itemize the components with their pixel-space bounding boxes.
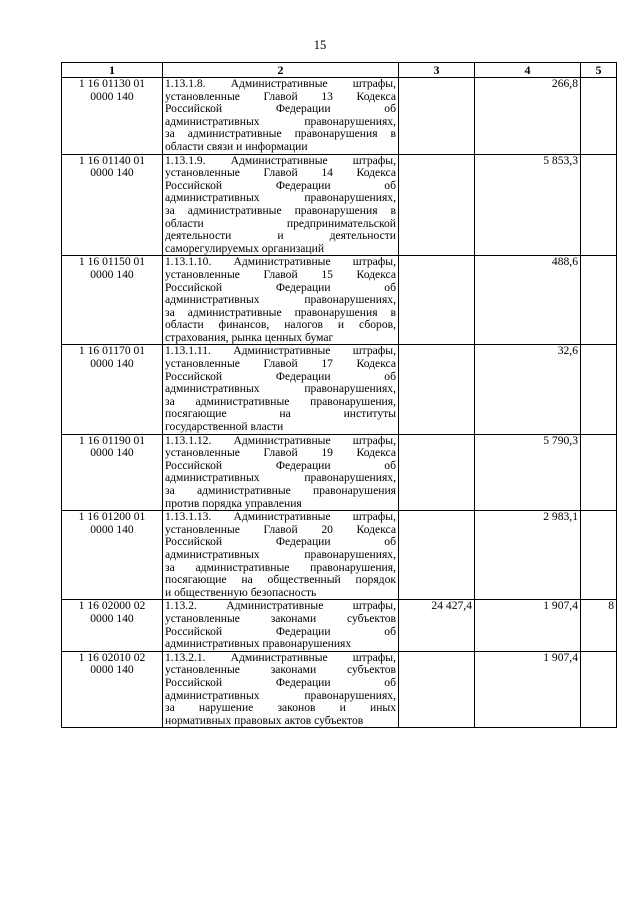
description-line: 1.13.1.9. Административные штрафы, (165, 153, 396, 167)
budget-code-line: 1 16 02000 02 (78, 599, 146, 613)
amount-cell-col3 (399, 651, 475, 728)
budget-code-cell (62, 78, 163, 155)
description-line: установленные Главой 15 Кодекса (165, 267, 396, 281)
table-header-row (62, 63, 617, 78)
description-line: Российской Федерации об (165, 369, 396, 383)
amount-cell-col4: 32,6 (475, 345, 581, 434)
table-row (62, 511, 617, 600)
description-line: административных правонарушениях, (165, 382, 396, 396)
description-line: Российской Федерации об (165, 178, 396, 192)
description-line: за административные правонарушения, (165, 560, 396, 574)
amount-cell-col4: 488,6 (475, 256, 581, 345)
budget-code-line: 0000 140 (90, 522, 134, 536)
column-header-4: 4 (475, 63, 581, 78)
column-header-2: 2 (163, 63, 399, 78)
description-line: против порядка управления (165, 496, 302, 510)
budget-code-line: 0000 140 (90, 267, 134, 281)
amount-cell-col5 (581, 256, 617, 345)
description-line: Российской Федерации об (165, 102, 396, 116)
description-line: 1.13.1.11. Административные штрафы, (165, 344, 396, 358)
budget-code-line: 1 16 01130 01 (78, 77, 146, 90)
amount-cell-col4: 5 853,3 (475, 154, 581, 256)
budget-code-line: 0000 140 (90, 446, 134, 460)
description-line: за нарушение законов и иных (165, 701, 396, 715)
description-line: 1.13.1.12. Административные штрафы, (165, 433, 396, 447)
description-cell (163, 600, 399, 651)
budget-code-cell (62, 154, 163, 256)
description-line: посягающие на институты (165, 407, 396, 421)
description-line: административных правонарушениях, (165, 688, 396, 702)
description-line: страхования, рынка ценных бумаг (165, 330, 334, 344)
budget-code-line: 1 16 01190 01 (78, 433, 146, 447)
description-line: 1.13.2.1. Административные штрафы, (165, 650, 396, 664)
description-line: установленные Главой 14 Кодекса (165, 166, 396, 180)
description-line: административных правонарушениях, (165, 191, 396, 205)
table-row (62, 256, 617, 345)
amount-cell-col3 (399, 78, 475, 155)
amount-cell-col5 (581, 651, 617, 728)
column-header-5: 5 (581, 63, 617, 78)
description-cell (163, 434, 399, 511)
description-line: за административные правонарушения в (165, 127, 396, 141)
amount-cell-col4: 2 983,1 (475, 511, 581, 600)
table-row (62, 345, 617, 434)
description-line: области финансов, налогов и сборов, (165, 318, 396, 332)
description-line: за административные правонарушения в (165, 203, 396, 217)
description-line: установленные Главой 17 Кодекса (165, 357, 396, 371)
description-line: Российской Федерации об (165, 280, 396, 294)
budget-code-cell (62, 511, 163, 600)
description-line: установленные Главой 13 Кодекса (165, 89, 396, 103)
description-line: 1.13.1.10. Административные штрафы, (165, 255, 396, 269)
budget-code-cell (62, 600, 163, 651)
amount-cell-col5 (581, 345, 617, 434)
column-header-3: 3 (399, 63, 475, 78)
description-line: за административные правонарушения (165, 484, 396, 497)
amount-cell-col4: 1 907,4 (475, 600, 581, 651)
description-line: административных правонарушениях, (165, 471, 396, 485)
description-line: посягающие на общественный порядок (165, 573, 396, 587)
amount-cell-col4: 5 790,3 (475, 434, 581, 511)
table-row (62, 651, 617, 728)
description-line: установленные Главой 20 Кодекса (165, 522, 396, 536)
amount-cell-col4: 1 907,4 (475, 651, 581, 728)
table-row (62, 78, 617, 155)
amount-cell-col3 (399, 434, 475, 511)
description-line: установленные законами субъектов (165, 663, 396, 677)
table-body (62, 78, 617, 728)
budget-code-line: 1 16 01170 01 (78, 344, 146, 358)
amount-cell-col5: 8 (581, 600, 617, 651)
description-cell (163, 511, 399, 600)
description-line: 1.13.2. Административные штрафы, (165, 599, 396, 613)
description-line: административных правонарушениях (165, 637, 352, 651)
description-line: административных правонарушениях, (165, 547, 396, 561)
budget-code-line: 0000 140 (90, 357, 134, 371)
description-line: области предпринимательской (165, 216, 396, 230)
description-line: за административные правонарушения, (165, 394, 396, 408)
amount-cell-col5 (581, 511, 617, 600)
table-row (62, 434, 617, 511)
description-line: Российской Федерации об (165, 675, 396, 689)
budget-code-cell (62, 256, 163, 345)
budget-code-line: 1 16 01200 01 (78, 510, 146, 524)
description-line: Российской Федерации об (165, 458, 396, 472)
description-line: области связи и информации (165, 139, 308, 153)
amount-cell-col4: 266,8 (475, 78, 581, 155)
description-line: Российской Федерации об (165, 535, 396, 549)
description-line: государственной власти (165, 420, 284, 434)
description-line: 1.13.1.13. Административные штрафы, (165, 510, 396, 524)
description-line: административных правонарушениях, (165, 293, 396, 307)
amount-cell-col5 (581, 434, 617, 511)
amount-cell-col3 (399, 511, 475, 600)
amount-cell-col3 (399, 154, 475, 256)
budget-code-line: 1 16 01140 01 (78, 153, 146, 167)
amount-cell-col3 (399, 345, 475, 434)
budget-code-line: 0000 140 (90, 166, 134, 180)
description-cell (163, 256, 399, 345)
budget-code-cell (62, 651, 163, 728)
description-line: деятельности и деятельности (165, 229, 396, 243)
budget-code-line: 0000 140 (90, 89, 134, 103)
budget-code-cell (62, 434, 163, 511)
budget-code-cell (62, 345, 163, 434)
budget-table (61, 62, 617, 728)
description-line: установленные законами субъектов (165, 611, 396, 625)
column-header-1: 1 (62, 63, 163, 78)
description-line: и общественную безопасность (165, 585, 317, 599)
description-cell (163, 651, 399, 728)
table-row (62, 154, 617, 256)
budget-code-line: 1 16 01150 01 (78, 255, 146, 269)
budget-code-line: 0000 140 (90, 663, 134, 677)
description-line: 1.13.1.8. Административные штрафы, (165, 77, 396, 90)
description-line: нормативных правовых актов субъектов (165, 713, 364, 727)
page-number: 15 (313, 38, 327, 52)
description-line: за административные правонарушения в (165, 305, 396, 319)
description-cell (163, 154, 399, 256)
amount-cell-col5 (581, 154, 617, 256)
table-row (62, 600, 617, 651)
description-line: административных правонарушениях, (165, 114, 396, 128)
description-line: установленные Главой 19 Кодекса (165, 446, 396, 460)
description-line: саморегулируемых организаций (165, 241, 325, 255)
amount-cell-col3 (399, 256, 475, 345)
amount-cell-col5 (581, 78, 617, 155)
budget-code-line: 0000 140 (90, 611, 134, 625)
amount-cell-col3: 24 427,4 (399, 600, 475, 651)
budget-code-line: 1 16 02010 02 (78, 650, 146, 664)
description-line: Российской Федерации об (165, 624, 396, 638)
description-cell (163, 78, 399, 155)
description-cell (163, 345, 399, 434)
